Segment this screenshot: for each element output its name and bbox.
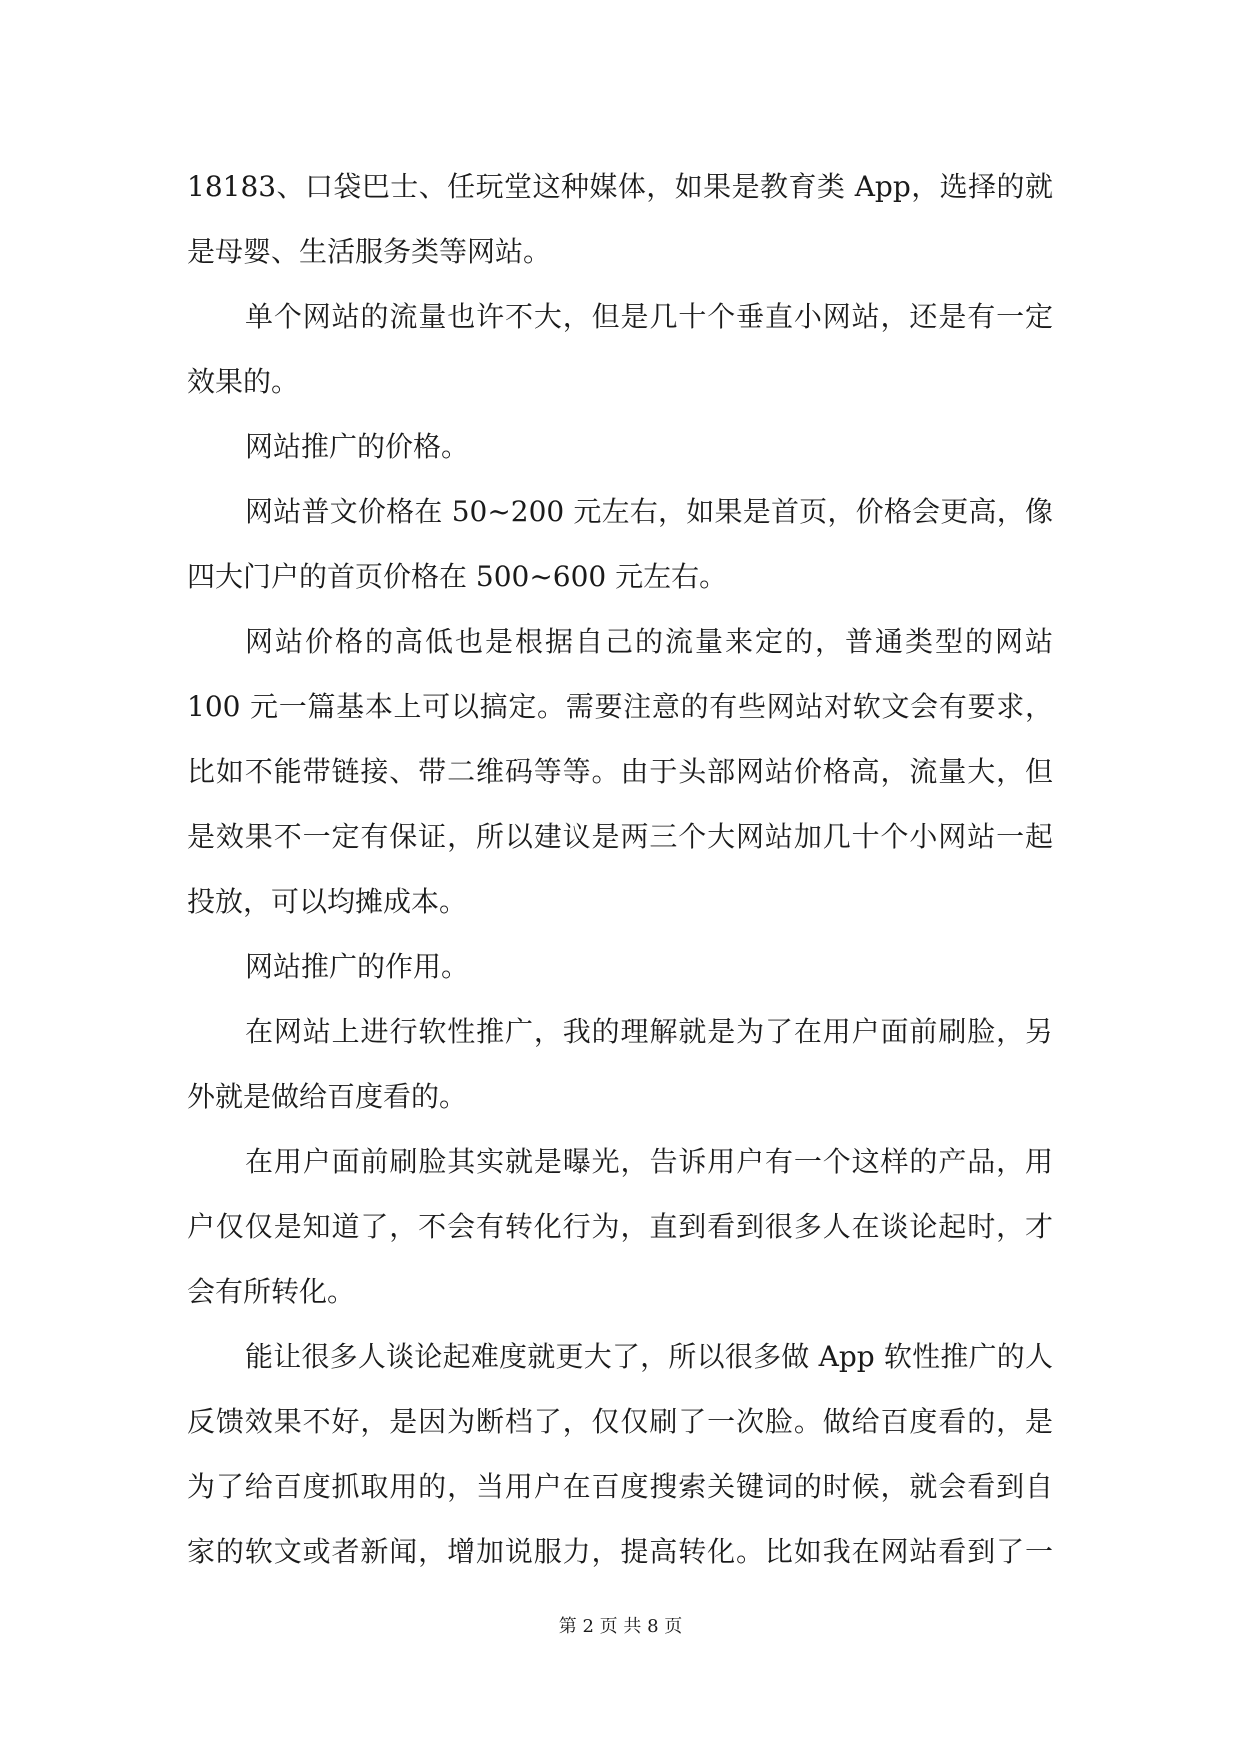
text-line: 投放，可以均摊成本。 (187, 885, 468, 918)
document-body (187, 154, 1053, 1584)
text-line: 反馈效果不好，是因为断档了，仅仅刷了一次脸。做给百度看的，是 (187, 1405, 1053, 1438)
paragraph (187, 1324, 1053, 1584)
text-line: 会有所转化。 (187, 1275, 356, 1308)
text-line: 四大门户的首页价格在 500~600 元左右。 (187, 560, 728, 593)
paragraph (187, 609, 1053, 934)
text-line: 100 元一篇基本上可以搞定。需要注意的有些网站对软文会有要求， (187, 690, 1053, 723)
text-line: 网站普文价格在 50~200 元左右，如果是首页，价格会更高，像 (245, 495, 1053, 528)
page-footer (0, 1612, 1241, 1642)
paragraph (187, 154, 1053, 284)
text-line: 是效果不一定有保证，所以建议是两三个大网站加几十个小网站一起 (187, 820, 1053, 853)
text-line: 户仅仅是知道了，不会有转化行为，直到看到很多人在谈论起时，才 (187, 1210, 1053, 1243)
text-line: 外就是做给百度看的。 (187, 1080, 468, 1113)
page-number-label: 第 2 页 共 8 页 (558, 1616, 683, 1637)
text-line: 是母婴、生活服务类等网站。 (187, 235, 552, 268)
text-line: 网站推广的作用。 (245, 950, 470, 983)
paragraph (187, 999, 1053, 1129)
text-line: 单个网站的流量也许不大，但是几十个垂直小网站，还是有一定 (245, 300, 1053, 333)
text-line: 为了给百度抓取用的，当用户在百度搜索关键词的时候，就会看到自 (187, 1470, 1053, 1503)
text-line: 网站推广的价格。 (245, 430, 470, 463)
text-line: 网站价格的高低也是根据自己的流量来定的，普通类型的网站 (245, 625, 1053, 658)
paragraph (187, 284, 1053, 414)
section-heading (187, 934, 1053, 999)
text-line: 家的软文或者新闻，增加说服力，提高转化。比如我在网站看到了一 (187, 1535, 1053, 1568)
section-heading (187, 414, 1053, 479)
text-line: 在用户面前刷脸其实就是曝光，告诉用户有一个这样的产品，用 (245, 1145, 1053, 1178)
text-line: 效果的。 (187, 365, 300, 398)
text-line: 18183、口袋巴士、任玩堂这种媒体，如果是教育类 App，选择的就 (187, 170, 1053, 203)
text-line: 能让很多人谈论起难度就更大了，所以很多做 App 软性推广的人 (245, 1340, 1053, 1373)
text-line: 比如不能带链接、带二维码等等。由于头部网站价格高，流量大，但 (187, 755, 1053, 788)
paragraph (187, 479, 1053, 609)
paragraph (187, 1129, 1053, 1324)
text-line: 在网站上进行软性推广，我的理解就是为了在用户面前刷脸，另 (245, 1015, 1053, 1048)
